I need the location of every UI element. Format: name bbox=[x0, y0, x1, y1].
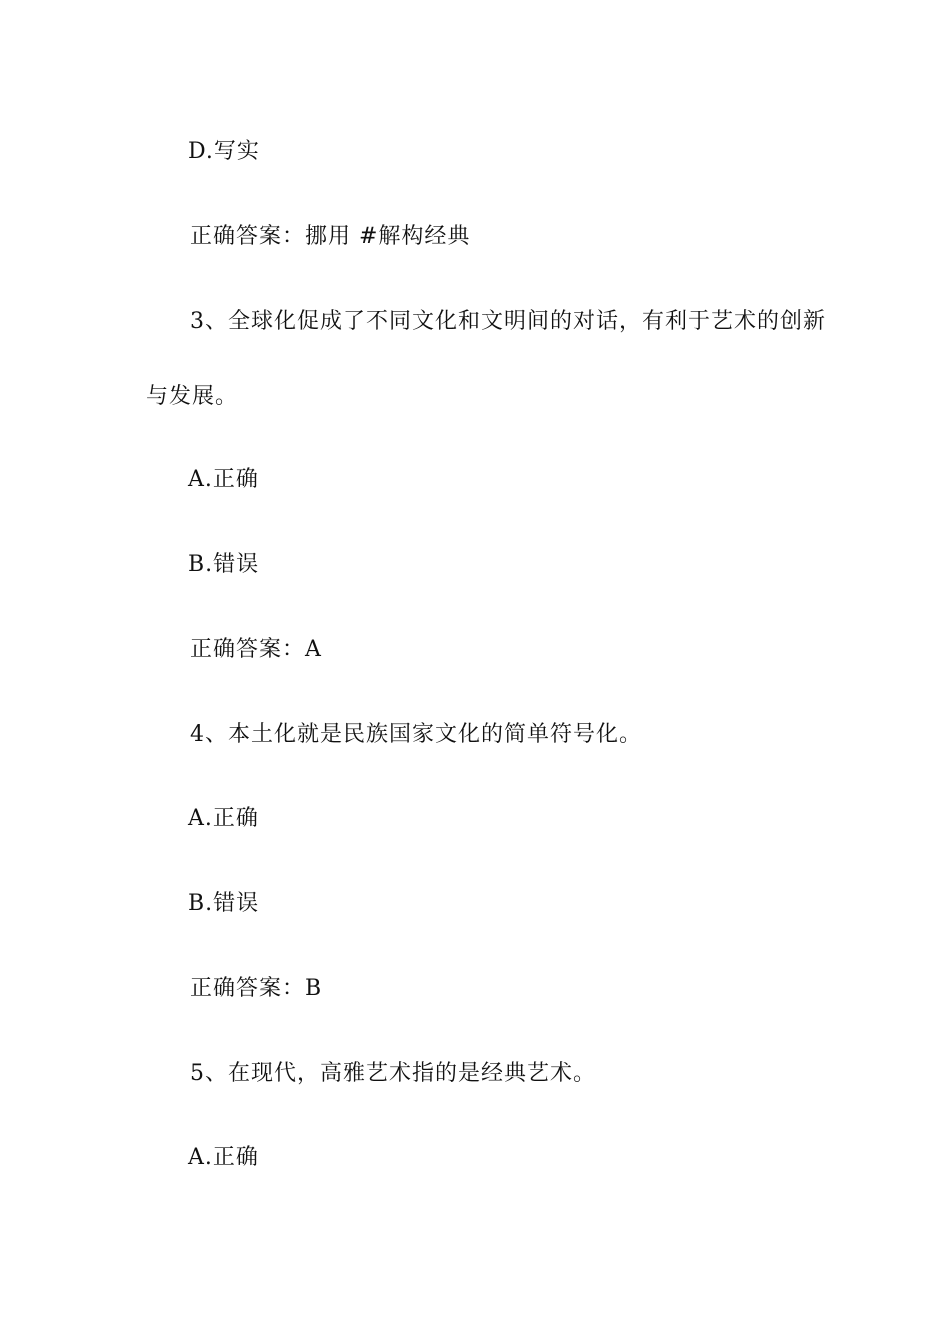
answer-q3: 正确答案：A bbox=[190, 637, 322, 662]
option-d-q2: D.写实 bbox=[188, 139, 260, 164]
question-5-text: 5、在现代，高雅艺术指的是经典艺术。 bbox=[190, 1061, 596, 1086]
question-3-text: 3、全球化促成了不同文化和文明间的对话，有利于艺术的创新 bbox=[190, 309, 826, 334]
answer-q2: 正确答案：挪用 #解构经典 bbox=[190, 224, 471, 249]
question-3-text-cont: 与发展。 bbox=[146, 384, 239, 409]
question-4-text: 4、本土化就是民族国家文化的简单符号化。 bbox=[190, 722, 642, 747]
answer-q4: 正确答案：B bbox=[190, 976, 323, 1001]
option-b-q3: B.错误 bbox=[188, 552, 260, 577]
option-b-q4: B.错误 bbox=[188, 891, 260, 916]
option-a-q3: A.正确 bbox=[188, 467, 259, 492]
option-a-q5: A.正确 bbox=[188, 1145, 259, 1170]
option-a-q4: A.正确 bbox=[188, 806, 259, 831]
